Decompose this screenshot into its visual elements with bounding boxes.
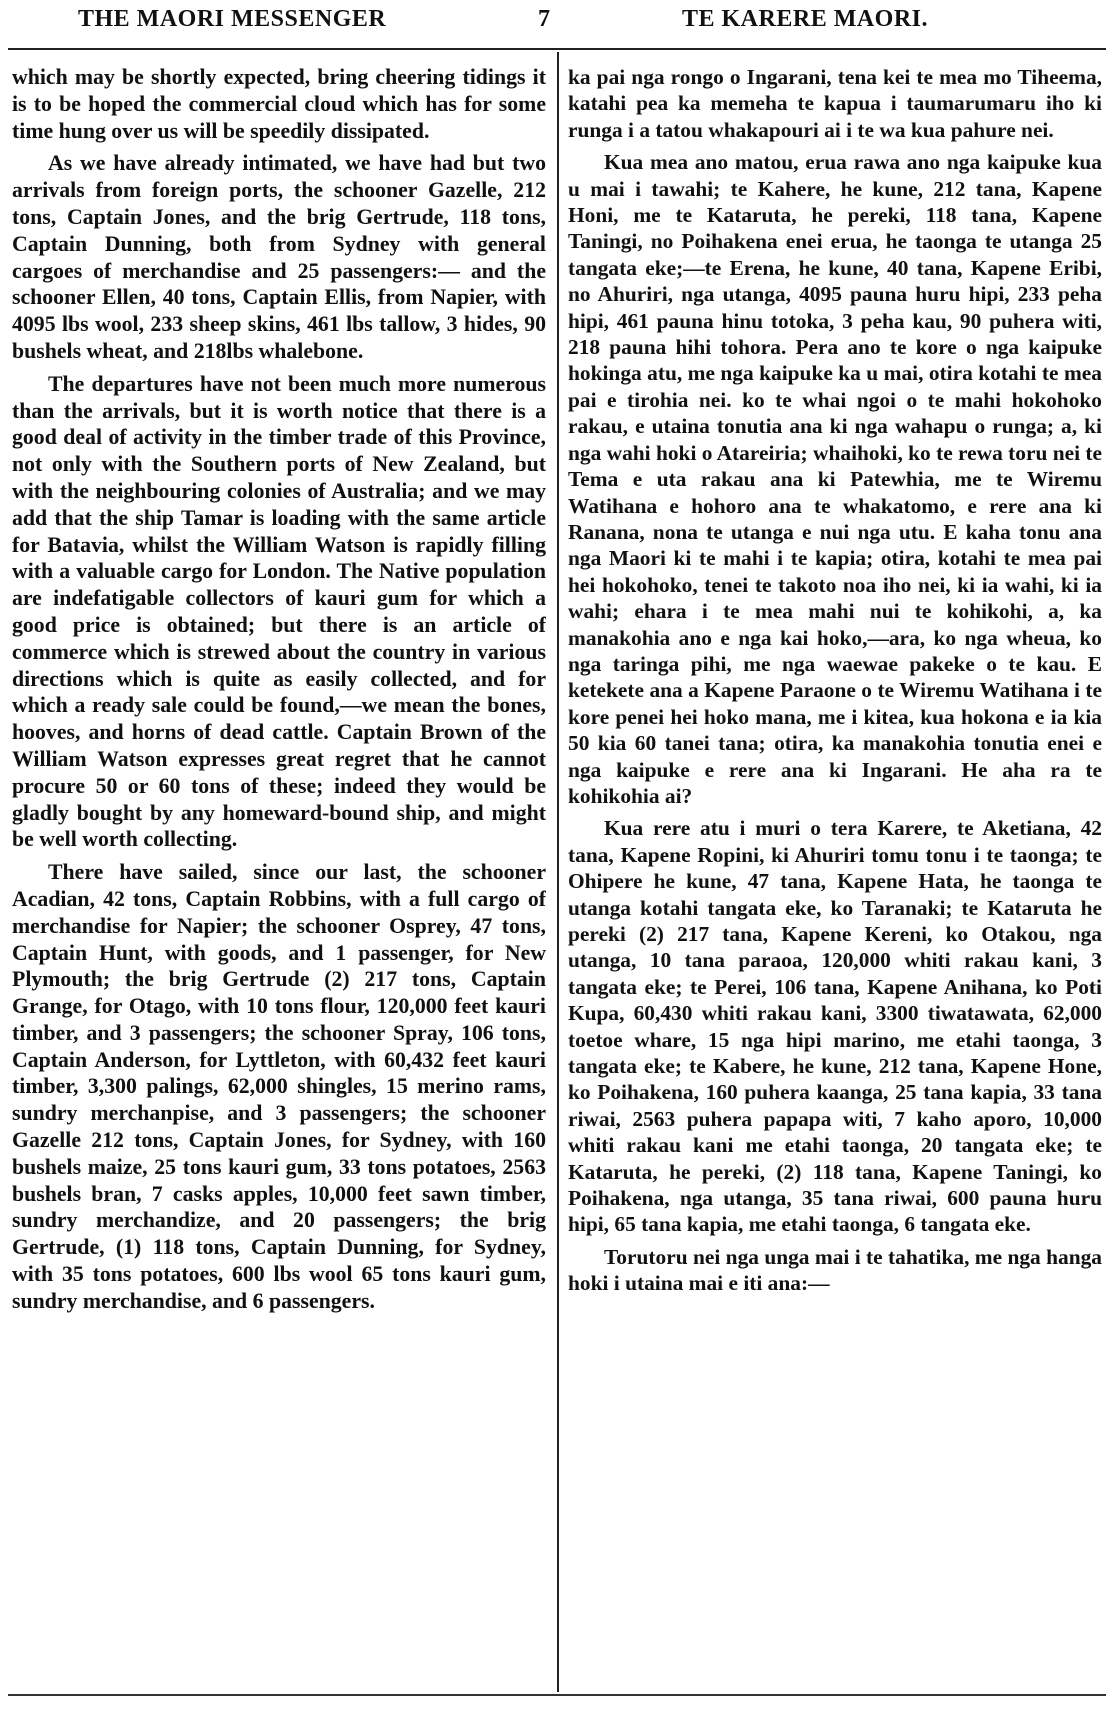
maori-masthead-title: TE KARERE MAORI. (682, 6, 929, 32)
maori-column (568, 64, 1102, 1692)
english-paragraph-3: The departures have not been much more numerous than the arrivals, but it is worth notice that there is a good deal of activity in the timber trade of this Province, not only with the Southern ports of New Zealand, but with the neighbouring colonies of Australia; and we may add that the ship Tamar is loading with the same article for Batavia, whilst the William Watson is rapidly filling with a valuable cargo for London. The Native population are indefatigable collectors of kauri gum for which a good price is obtained; but there is an article of commerce which is strewed about the country in various directions which is quite as easily collected, and for which a ready sale could be found,—we mean the bones, hooves, and horns of dead cattle. Captain Brown of the William Watson expresses great regret that he cannot procure 50 or 60 tons of these; indeed they would be gladly bought by any homeward-bound ship, and might be well worth collecting. (12, 371, 546, 852)
maori-paragraph-2: Kua mea ano matou, erua rawa ano nga kaipuke kua u mai i tawahi; te Kahere, he kune, 212 tana, Kapene Honi, me te Kataruta, he pereki, 118 tana, Kapene Taningi, no Poihakena enei erua, he taonga te utanga 25 tangata eke;—te Erena, he kune, 40 tana, Kapene Eribi, no Ahuriri, nga utanga, 4095 pauna huru hipi, 233 peha hipi, 461 pauna hinu totoka, 3 peha kau, 90 puhera witi, 218 pauna hihi tohora. Pera ano te kore o nga kaipuke hokinga atu, me nga kaipuke ka u mai, otira kotahi te mea pai e tirohia nei. ko te whai ngoi o te mahi hokohoko rakau, e utaina tonutia ana ki nga wahapu o runga; a, ki nga wahi hoki o Atareiria; whaihoki, ko te rewa toru nei te Tema e uta rakau ana ki Patewhia, me te Wiremu Watihana e hohoro ana te whakatomo, e rere ana ki Ranana, nona te utanga e nui nga utu. E kaha tonu ana nga Maori ki te mahi i te kapia; otira, kotahi te mea pai hei hokohoko, tenei te takoto noa iho nei, ki ia wahi, ki ia wahi; ehara i te mea mahi nui te kohikohi, a, ka manakohia ano e nga kai hoko,—ara, ko nga wheua, ko nga taringa pihi, me nga waewae pakeke o te kau. E ketekete ana a Kapene Paraone o te Wiremu Watihana i te kore penei hei hoko mana, me i kitea, kua hokona e ia kia 50 kia 60 tanei tana; otira, ka manakohia tonutia enei e nga kaipuke e rere ana ki Ingarani. He aha ra te kohikohia ai? (568, 150, 1102, 808)
english-column (12, 64, 546, 1692)
header-rule (8, 48, 1106, 50)
english-paragraph-4: There have sailed, since our last, the schooner Acadian, 42 tons, Captain Robbins, with a full cargo of merchandise for Napier; the schooner Osprey, 47 tons, Captain Hunt, with goods, and 1 passenger, for New Plymouth; the brig Gertrude (2) 217 tons, Captain Grange, for Otago, with 10 tons flour, 120,000 feet kauri timber, and 3 passengers; the schooner Spray, 106 tons, Captain Anderson, for Lyttleton, with 60,432 feet kauri timber, 3,300 palings, 62,000 shingles, 15 merino rams, sundry merchanpise, and 3 passengers; the schooner Gazelle 212 tons, Captain Jones, for Sydney, with 160 bushels maize, 25 tons kauri gum, 33 tons potatoes, 2563 bushels bran, 7 casks apples, 10,000 feet sawn timber, sundry merchandize, and 20 passengers; the brig Gertrude, (1) 118 tons, Captain Dunning, for Sydney, with 35 tons potatoes, 600 lbs wool 65 tons kauri gum, sundry merchandise, and 6 passengers. (12, 860, 546, 1313)
english-paragraph-1: which may be shortly expected, bring cheering tidings it is to be hoped the commercial cloud which has for some time hung over us will be speedily dissipated. (12, 65, 546, 143)
footer-rule (8, 1694, 1106, 1696)
page-number: 7 (538, 6, 550, 32)
maori-paragraph-4: Torutoru nei nga unga mai i te tahatika, me nga hanga hoki i utaina mai e iti ana:— (568, 1244, 1102, 1296)
english-masthead-title: THE MAORI MESSENGER (78, 6, 387, 32)
maori-paragraph-1: ka pai nga rongo o Ingarani, tena kei te mea mo Tiheema, katahi pea ka memeha te kapua i taumarumaru iho ki runga i a tatou whakapouri ai i te wa kua pahure nei. (568, 65, 1102, 142)
page-header (0, 0, 1114, 60)
maori-paragraph-3: Kua rere atu i muri o tera Karere, te Aketiana, 42 tana, Kapene Ropini, ki Ahuriri tomu tonu i te taonga; te Ohipere he kune, 47 tana, Kapene Hata, he taonga te utanga kotahi tangata eke, ko Taranaki; te Kataruta he pereki (2) 217 tana, Kapene Kereni, ko Otakou, nga utanga, 10 tana paraoa, 120,000 whiti rakau kani, 3 tangata eke; te Perei, 106 tana, Kapene Anihana, ko Poti Kupa, 60,430 whiti rakau kani, 3300 tiwatawata, 62,000 toetoe whare, 15 nga hipi marino, me etahi taonga, 3 tangata eke; te Kabere, he kune, 212 tana, Kapene Hone, ko Poihakena, 160 puhera kaanga, 25 tana kapia, 33 tana riwai, 2563 puhera papapa witi, 7 kaho aporo, 10,000 whiti rakau kani me etahi taonga, 20 tangata eke; te Kataruta, he pereki, (2) 118 tana, Kapene Taningi, ko Poihakena, nga utanga, 35 tana riwai, 600 pauna huru hipi, 65 tana kapia, me etahi taonga, 6 tangata eke. (568, 816, 1102, 1237)
english-paragraph-2: As we have already intimated, we have had but two arrivals from foreign ports, the schooner Gazelle, 212 tons, Captain Jones, and the brig Gertrude, 118 tons, Captain Dunning, both from Sydney with general cargoes of merchandise and 25 passengers:— and the schooner Ellen, 40 tons, Captain Ellis, from Napier, with 4095 lbs wool, 233 sheep skins, 461 lbs tallow, 3 hides, 90 bushels wheat, and 218lbs whalebone. (12, 151, 546, 363)
column-divider (557, 52, 559, 1692)
